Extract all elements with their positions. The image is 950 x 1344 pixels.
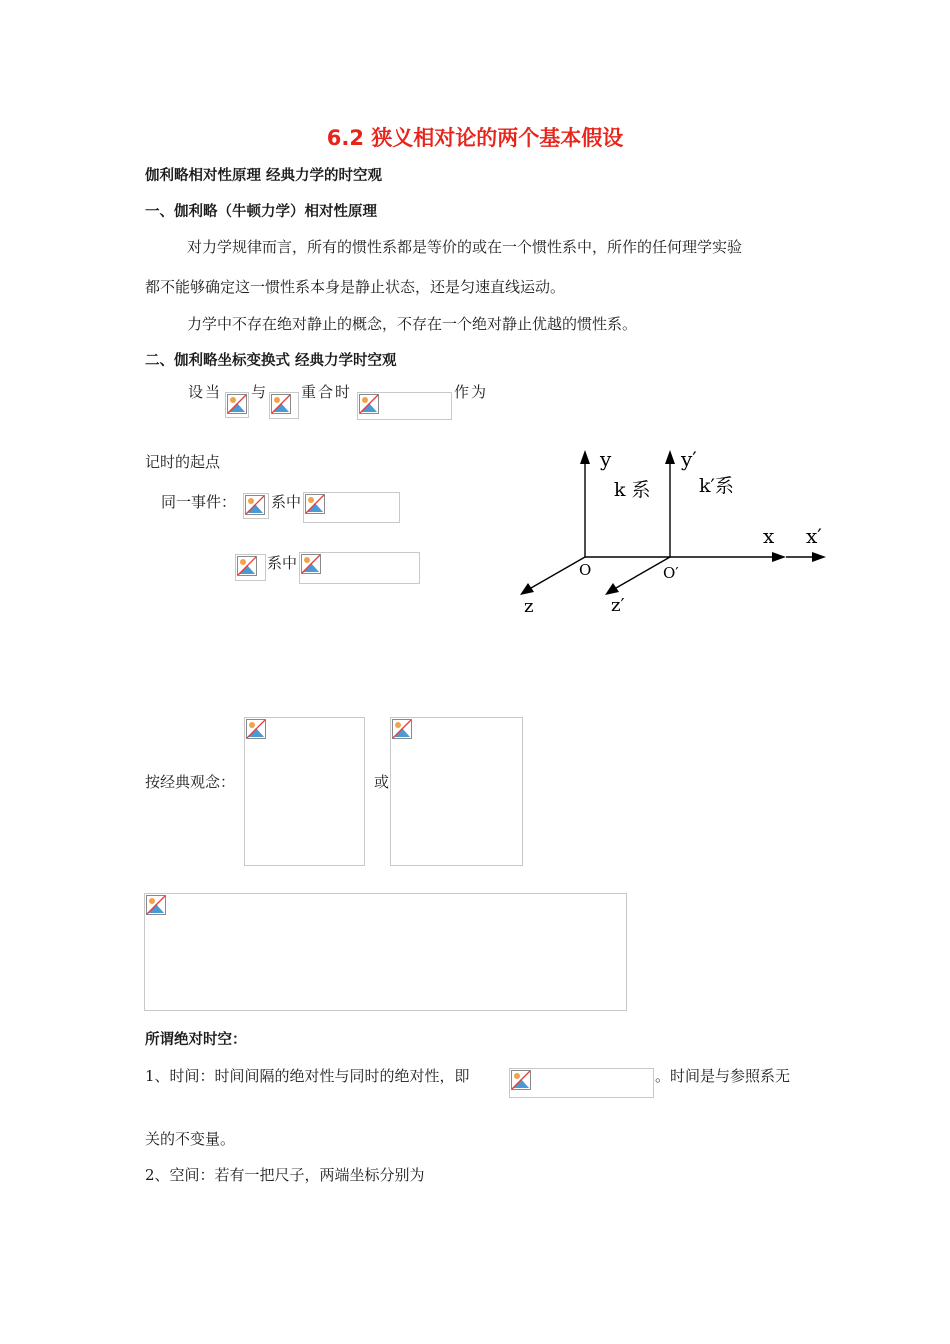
broken-image-icon — [271, 394, 291, 414]
x-prime-axis-arrow — [812, 552, 826, 562]
absolute-heading: 所谓绝对时空： — [145, 1032, 247, 1048]
section1-heading: 一、伽利略（牛顿力学）相对性原理 — [145, 204, 377, 220]
label-k-system: k 系 — [614, 479, 651, 501]
formula-image — [244, 717, 365, 866]
text-set-when: 设当 — [188, 383, 223, 401]
z-axis — [531, 557, 585, 588]
formula-image — [357, 392, 452, 420]
broken-image-icon — [246, 719, 266, 739]
broken-image-icon — [359, 394, 379, 414]
text-as: 作为 — [454, 383, 489, 401]
z-prime-axis — [616, 557, 670, 588]
label-o-prime: O′ — [663, 564, 679, 582]
broken-image-icon — [245, 495, 265, 515]
label-z-prime: z′ — [611, 595, 625, 616]
text-origin-time: 记时的起点 — [145, 453, 221, 471]
formula-image — [269, 392, 299, 419]
label-k-prime-system: k′系 — [699, 475, 734, 497]
section2-heading: 二、伽利略坐标变换式 经典力学时空观 — [145, 353, 397, 369]
text-and: 与 — [251, 383, 267, 401]
coordinate-diagram — [500, 440, 840, 620]
y-axis-arrow — [580, 450, 590, 464]
text-space: 2、空间：若有一把尺子，两端坐标分别为 — [145, 1166, 425, 1184]
text-or: 或 — [374, 773, 390, 791]
formula-image — [235, 554, 266, 581]
text-coincide: 重合时 — [301, 383, 353, 401]
formula-image — [243, 493, 269, 519]
formula-image — [299, 552, 420, 584]
formula-image — [390, 717, 523, 866]
page-title: 6.2 狭义相对论的两个基本假设 — [326, 126, 624, 150]
broken-image-icon — [511, 1070, 531, 1090]
label-x-prime: x′ — [806, 524, 822, 548]
section1-para1-line1: 对力学规律而言，所有的惯性系都是等价的或在一个惯性系中，所作的任何理学实验 — [187, 238, 743, 256]
broken-image-icon — [301, 554, 321, 574]
text-same-event: 同一事件： — [161, 493, 237, 511]
text-time-suffix: 。时间是与参照系无 — [655, 1067, 791, 1085]
label-y: y — [600, 447, 612, 471]
text-time-line2: 关的不变量。 — [145, 1130, 236, 1148]
label-x: x — [763, 524, 775, 548]
broken-image-icon — [392, 719, 412, 739]
formula-image — [303, 492, 400, 523]
text-in-system-2: 系中 — [267, 554, 298, 572]
z-prime-axis-arrow — [605, 583, 619, 595]
label-o: O — [579, 561, 592, 579]
broken-image-icon — [227, 394, 247, 414]
label-z: z — [524, 596, 534, 617]
broken-image-icon — [305, 494, 325, 514]
formula-image — [225, 392, 249, 418]
formula-image — [144, 893, 627, 1011]
broken-image-icon — [146, 895, 166, 915]
label-y-prime: y′ — [681, 447, 697, 471]
broken-image-icon — [237, 556, 257, 576]
text-time-prefix: 1、时间：时间间隔的绝对性与同时的绝对性，即 — [145, 1067, 470, 1085]
subtitle: 伽利略相对性原理 经典力学的时空观 — [145, 168, 383, 184]
x-axis-arrow — [772, 552, 786, 562]
section1-para1-line2: 都不能够确定这一惯性系本身是静止状态，还是匀速直线运动。 — [145, 278, 566, 296]
text-classical-view: 按经典观念： — [145, 773, 236, 791]
z-axis-arrow — [520, 583, 534, 595]
text-in-system-1: 系中 — [271, 493, 302, 511]
formula-image — [509, 1068, 654, 1098]
section1-para2: 力学中不存在绝对静止的概念，不存在一个绝对静止优越的惯性系。 — [187, 315, 638, 333]
y-prime-axis-arrow — [665, 450, 675, 464]
